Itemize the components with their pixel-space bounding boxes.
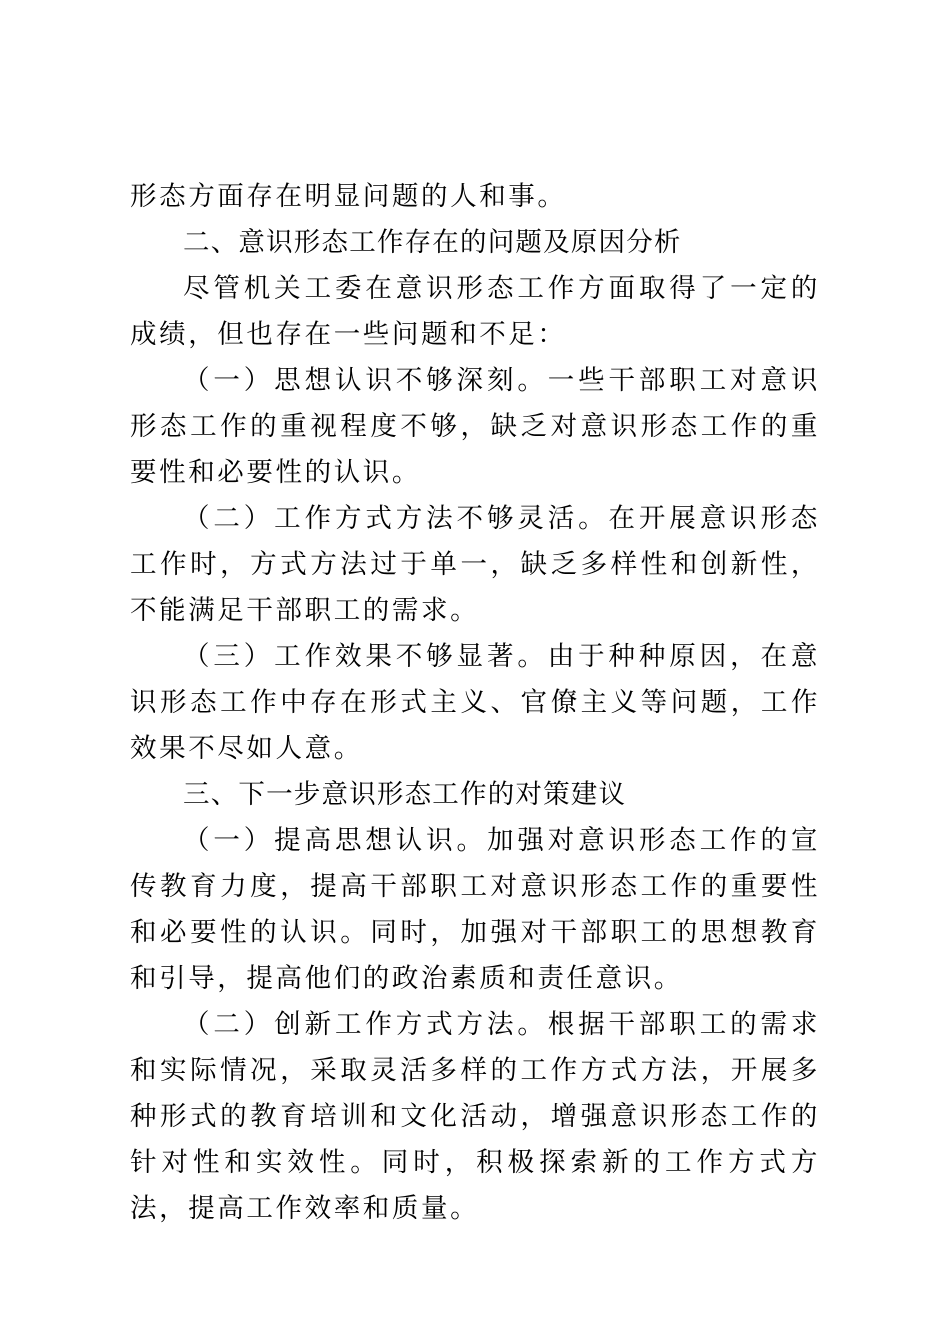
section-heading-suggestions: 三、下一步意识形态工作的对策建议 <box>183 779 627 810</box>
body-paragraph-problem-2: （二）工作方式方法不够灵活。在开展意识形态工作时，方式方法过于单一，缺乏多样性和创新性，不能满足干部职工的需求。 <box>130 503 820 626</box>
body-paragraph-intro: 尽管机关工委在意识形态工作方面取得了一定的成绩，但也存在一些问题和不足： <box>130 273 820 350</box>
body-paragraph-suggestion-2: （二）创新工作方式方法。根据干部职工的需求和实际情况，采取灵活多样的工作方式方法，开展多种形式的教育培训和文化活动，增强意识形态工作的针对性和实效性。同时，积极探索新的工作方式方法，提高工作效率和质量。 <box>130 1009 820 1224</box>
body-paragraph-problem-3: （三）工作效果不够显著。由于种种原因，在意识形态工作中存在形式主义、官僚主义等问题，工作效果不尽如人意。 <box>130 641 820 764</box>
body-paragraph-suggestion-1: （一）提高思想认识。加强对意识形态工作的宣传教育力度，提高干部职工对意识形态工作的重要性和必要性的认识。同时，加强对干部职工的思想教育和引导，提高他们的政治素质和责任意识。 <box>130 825 820 994</box>
body-paragraph-continuation: 形态方面存在明显问题的人和事。 <box>130 181 567 212</box>
document-page <box>130 174 820 1232</box>
body-paragraph-problem-1: （一）思想认识不够深刻。一些干部职工对意识形态工作的重视程度不够，缺乏对意识形态工作的重要性和必要性的认识。 <box>130 365 820 488</box>
section-heading-problems: 二、意识形态工作存在的问题及原因分析 <box>183 227 682 258</box>
